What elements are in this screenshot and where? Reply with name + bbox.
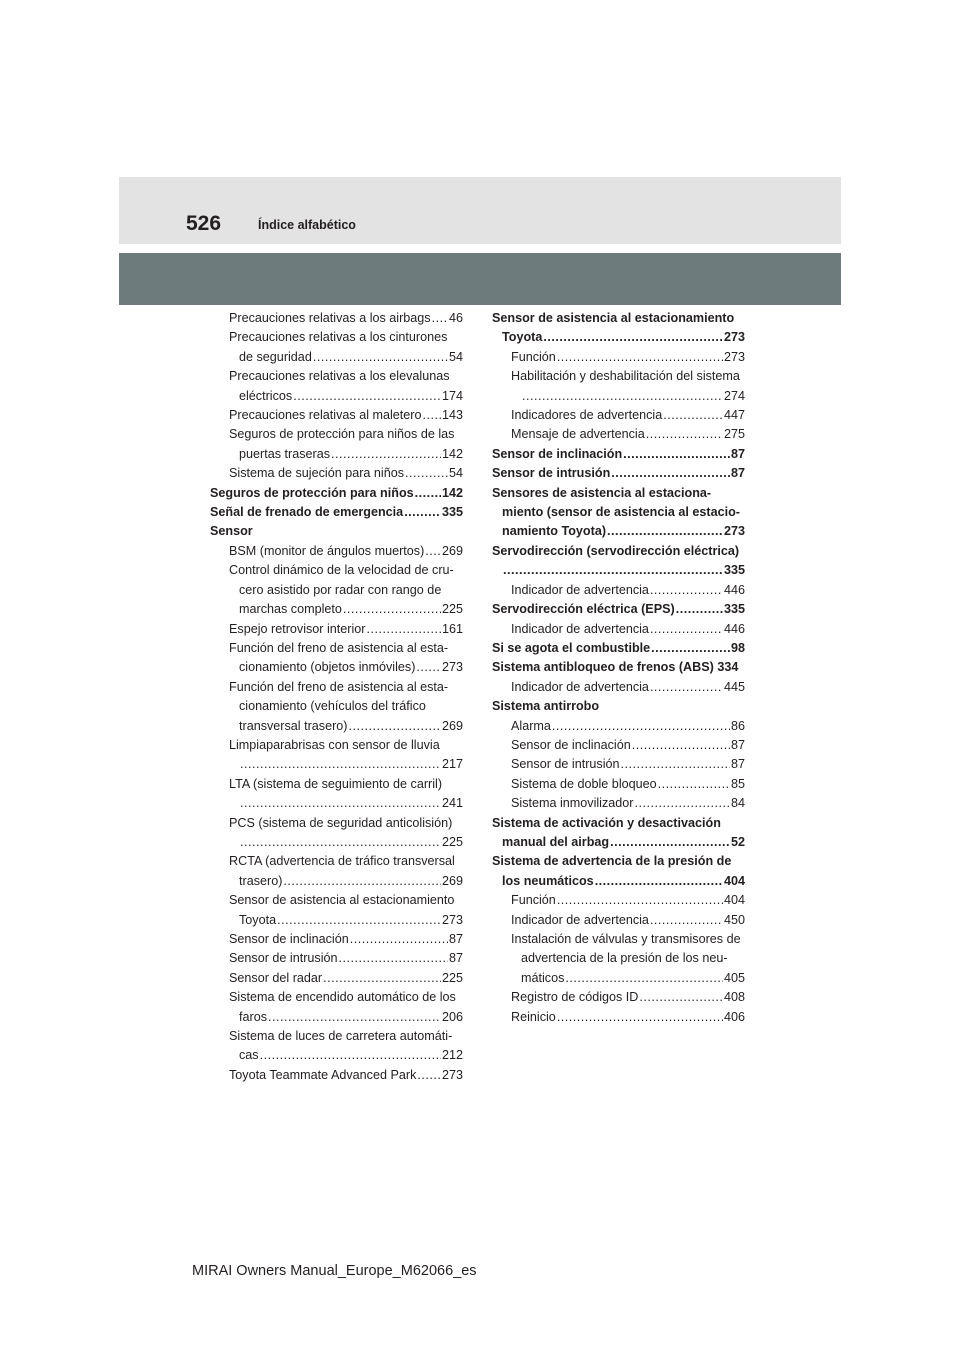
entry-label: Indicadores de advertencia <box>511 408 663 423</box>
dot-leader <box>632 736 730 755</box>
index-subentry <box>492 911 745 930</box>
entry-label: Sensor de asistencia al estacionamiento <box>229 893 455 908</box>
page-reference: 212 <box>441 1048 463 1063</box>
entry-label: Función <box>511 893 556 908</box>
entry-label: Precauciones relativas a los airbags <box>229 311 431 325</box>
page-reference: 335 <box>723 602 745 617</box>
dot-leader <box>676 600 723 619</box>
index-entry <box>492 600 745 619</box>
index-subentry <box>210 930 463 949</box>
page-reference: 446 <box>723 582 745 597</box>
index-entry <box>492 445 745 464</box>
page-reference: 269 <box>441 718 463 733</box>
entry-label: Toyota <box>502 330 543 345</box>
dot-leader <box>522 387 723 406</box>
page-reference: 217 <box>441 757 463 772</box>
index-subentry <box>210 775 463 814</box>
entry-label: Sistema de encendido automático de los <box>229 990 456 1005</box>
entry-label: Si se agota el combustible <box>492 640 651 655</box>
entry-label: Toyota Teammate Advanced Park <box>229 1067 417 1082</box>
index-subentry <box>492 988 745 1007</box>
index-subentry <box>492 930 745 988</box>
page-reference: 161 <box>441 621 463 636</box>
entry-label: BSM (monitor de ángulos muertos) <box>229 543 425 558</box>
page-reference: 84 <box>730 796 745 811</box>
entry-label: Espejo retrovisor interior <box>229 621 366 636</box>
entry-label: Sensor de asistencia al estacionamiento <box>492 311 735 325</box>
dot-leader <box>415 484 441 503</box>
index-entry <box>210 484 463 503</box>
page-reference: 446 <box>723 621 745 636</box>
dot-leader <box>423 406 441 425</box>
dot-leader <box>366 620 441 639</box>
entry-label: Sensor de inclinación <box>229 932 349 946</box>
index-subentry <box>210 328 463 367</box>
index-entry <box>492 814 745 853</box>
entry-label: los neumáticos <box>502 873 594 888</box>
index-entry <box>492 464 745 483</box>
entry-label: Sistema de sujeción para niños <box>229 466 405 481</box>
index-subentry <box>492 794 745 813</box>
index-entry <box>492 484 745 542</box>
dot-leader <box>650 620 723 639</box>
page-reference: 335 <box>723 563 745 578</box>
index-subentry <box>492 717 745 736</box>
index-subentry <box>210 620 463 639</box>
page-reference: 206 <box>441 1009 463 1024</box>
entry-label: Sensor de intrusión <box>511 757 620 772</box>
page-number: 526 <box>186 212 222 235</box>
entry-label: Sensor de inclinación <box>511 737 631 752</box>
index-subentry <box>210 309 463 328</box>
dot-leader <box>432 309 448 328</box>
index-entry <box>492 658 745 677</box>
page-reference: 225 <box>441 970 463 985</box>
dot-leader <box>565 969 723 988</box>
dot-leader <box>277 911 441 930</box>
index-subentry <box>210 736 463 775</box>
page-reference: 87 <box>448 932 463 946</box>
page-reference: 86 <box>730 718 745 733</box>
page-reference: 273 <box>723 349 745 364</box>
dot-leader <box>416 658 441 677</box>
index-column-left <box>210 309 463 1085</box>
page-reference: 87 <box>730 446 745 461</box>
entry-label: Sistema de doble bloqueo <box>511 776 657 791</box>
dot-leader <box>552 717 730 736</box>
index-subentry <box>492 891 745 910</box>
dot-leader <box>425 542 441 561</box>
entry-label: miento (sensor de asistencia al estacio- <box>502 505 740 520</box>
dot-leader <box>417 1066 441 1085</box>
entry-label: eléctricos <box>239 388 293 403</box>
entry-label: cionamiento (vehículos del tráfico <box>239 699 426 714</box>
page-reference: 445 <box>723 679 745 694</box>
page-reference: 46 <box>448 311 463 325</box>
entry-label: manual del airbag <box>502 834 610 849</box>
entry-label: Toyota <box>239 912 277 927</box>
dot-leader <box>339 949 448 968</box>
index-subentry <box>210 988 463 1027</box>
entry-label: Sensor del radar <box>229 970 323 985</box>
index-subentry <box>210 425 463 464</box>
section-title: Índice alfabético <box>258 218 356 232</box>
entry-label: cionamiento (objetos inmóviles) <box>239 660 416 675</box>
entry-label: PCS (sistema de seguridad anticolisión) <box>229 815 453 830</box>
page-reference: 142 <box>441 446 463 461</box>
index-subentry <box>492 775 745 794</box>
entry-label: Precauciones relativas al maletero <box>229 408 422 423</box>
index-entry <box>210 503 463 522</box>
index-entry <box>492 852 745 891</box>
page-reference: 225 <box>441 834 463 849</box>
entry-label: Servodirección eléctrica (EPS) <box>492 602 675 617</box>
entry-label: Sistema de luces de carretera automáti- <box>229 1029 453 1044</box>
page-reference: 450 <box>723 912 745 927</box>
index-column-right <box>492 309 745 1027</box>
dot-leader <box>293 387 441 406</box>
dot-leader <box>646 425 723 444</box>
dot-leader <box>343 600 441 619</box>
page-reference: 404 <box>723 893 745 908</box>
dot-leader <box>650 581 723 600</box>
dot-leader <box>240 755 441 774</box>
page-reference: 142 <box>441 485 463 500</box>
index-subentry <box>210 1027 463 1066</box>
page-reference: 405 <box>723 970 745 985</box>
dot-leader <box>240 794 441 813</box>
entry-label: Indicador de advertencia <box>511 912 649 927</box>
entry-label: puertas traseras <box>239 446 330 461</box>
dot-leader <box>623 445 730 464</box>
page-reference: 273 <box>441 912 463 927</box>
index-subentry <box>210 891 463 930</box>
entry-label: Función del freno de asistencia al esta- <box>229 640 449 655</box>
index-subentry <box>492 736 745 755</box>
index-subentry <box>210 542 463 561</box>
entry-label: Sistema inmovilizador <box>511 796 634 811</box>
index-subentry <box>492 367 745 406</box>
page-reference: 273 <box>723 330 745 345</box>
dot-leader <box>650 911 723 930</box>
index-entry <box>492 542 745 581</box>
entry-label: Alarma <box>511 718 551 733</box>
entry-label: máticos <box>521 970 565 985</box>
page-reference: 98 <box>730 640 745 655</box>
index-entry <box>492 697 745 716</box>
index-subentry <box>492 581 745 600</box>
title-bar <box>119 253 841 305</box>
entry-label: Precauciones relativas a los elevalunas <box>229 369 450 384</box>
index-subentry <box>492 425 745 444</box>
entry-label: Sistema antibloqueo de frenos (ABS) 334 <box>492 660 739 675</box>
index-subentry <box>492 620 745 639</box>
entry-label: LTA (sistema de seguimiento de carril) <box>229 776 443 791</box>
page-reference: 273 <box>723 524 745 539</box>
dot-leader <box>503 561 723 580</box>
entry-label: cas <box>239 1048 259 1063</box>
page-reference: 52 <box>730 834 745 849</box>
dot-leader <box>650 678 723 697</box>
entry-label: Precauciones relativas a los cinturones <box>229 330 448 345</box>
page-reference: 87 <box>448 951 463 966</box>
dot-leader <box>651 639 730 658</box>
dot-leader <box>595 872 723 891</box>
entry-label: Habilitación y deshabilitación del sistema <box>511 369 740 384</box>
dot-leader <box>404 503 441 522</box>
entry-label: transversal trasero) <box>239 718 348 733</box>
entry-label: Indicador de advertencia <box>511 679 649 694</box>
dot-leader <box>350 930 448 949</box>
index-subentry <box>492 678 745 697</box>
index-subentry <box>210 814 463 853</box>
page-reference: 54 <box>448 349 463 364</box>
index-subentry <box>492 1008 745 1027</box>
page-reference: 447 <box>723 408 745 423</box>
entry-label: advertencia de la presión de los neu- <box>521 951 728 966</box>
entry-label: Reinicio <box>511 1009 556 1024</box>
entry-label: Sensor de inclinación <box>492 446 623 461</box>
dot-leader <box>331 445 441 464</box>
dot-leader <box>639 988 723 1007</box>
dot-leader <box>240 833 441 852</box>
page-reference: 87 <box>730 757 745 772</box>
index-entry <box>492 639 745 658</box>
dot-leader <box>634 794 730 813</box>
index-entry <box>492 309 745 348</box>
index-subentry <box>210 464 463 483</box>
entry-label: de seguridad <box>239 349 312 364</box>
page-reference: 335 <box>441 505 463 520</box>
page-reference: 274 <box>723 388 745 403</box>
dot-leader <box>658 775 730 794</box>
entry-label: Sistema de advertencia de la presión de <box>492 854 732 869</box>
entry-label: Señal de frenado de emergencia <box>210 505 404 520</box>
index-subentry <box>492 406 745 425</box>
entry-label: Función <box>511 349 556 364</box>
header-band <box>119 177 841 244</box>
entry-label: Indicador de advertencia <box>511 621 649 636</box>
index-subentry <box>210 561 463 619</box>
page-reference: 269 <box>441 543 463 558</box>
page-reference: 225 <box>441 602 463 617</box>
index-subentry <box>210 1066 463 1085</box>
index-subentry <box>492 755 745 774</box>
page-reference: 275 <box>723 427 745 442</box>
entry-label: Seguros de protección para niños <box>210 485 414 500</box>
index-subentry <box>210 678 463 736</box>
page-reference: 54 <box>448 466 463 481</box>
dot-leader <box>260 1046 441 1065</box>
dot-leader <box>283 872 441 891</box>
index-subentry <box>210 969 463 988</box>
entry-label: trasero) <box>239 873 283 888</box>
page-reference: 87 <box>730 737 745 752</box>
entry-label: Seguros de protección para niños de las <box>229 427 455 442</box>
entry-label: Control dinámico de la velocidad de cru- <box>229 563 454 578</box>
dot-leader <box>610 833 730 852</box>
page-reference: 273 <box>441 1067 463 1082</box>
entry-label: Sensor de intrusión <box>229 951 338 966</box>
dot-leader <box>663 406 723 425</box>
dot-leader <box>543 328 723 347</box>
dot-leader <box>557 348 723 367</box>
page-reference: 406 <box>723 1009 745 1024</box>
index-subentry <box>210 367 463 406</box>
page-reference: 85 <box>730 776 745 791</box>
dot-leader <box>607 522 723 541</box>
dot-leader <box>323 969 441 988</box>
index-subentry <box>210 639 463 678</box>
entry-label: faros <box>239 1009 267 1024</box>
entry-label: Registro de códigos ID <box>511 990 639 1005</box>
entry-label: Sensor de intrusión <box>492 466 611 481</box>
index-subentry <box>210 852 463 891</box>
page-reference: 269 <box>441 873 463 888</box>
entry-label: Sistema antirrobo <box>492 699 600 714</box>
dot-leader <box>621 755 730 774</box>
page-reference: 143 <box>441 408 463 423</box>
entry-label: Indicador de advertencia <box>511 582 649 597</box>
page-reference: 273 <box>441 660 463 675</box>
entry-label: Sistema de activación y desactivación <box>492 815 721 830</box>
entry-label: Función del freno de asistencia al esta- <box>229 679 449 694</box>
entry-label: Sensores de asistencia al estaciona- <box>492 485 712 500</box>
dot-leader <box>268 1008 441 1027</box>
entry-label: Instalación de válvulas y transmisores de <box>511 932 741 946</box>
index-subentry <box>210 406 463 425</box>
entry-label: Servodirección (servodirección eléctrica) <box>492 543 740 558</box>
dot-leader <box>557 1008 723 1027</box>
page-reference: 408 <box>723 990 745 1005</box>
footer-document-id: MIRAI Owners Manual_Europe_M62066_es <box>192 1263 477 1279</box>
entry-label: cero asistido por radar con rango de <box>239 582 442 597</box>
dot-leader <box>348 717 441 736</box>
entry-label: Limpiaparabrisas con sensor de lluvia <box>229 737 440 752</box>
dot-leader <box>405 464 448 483</box>
page-reference: 87 <box>730 466 745 481</box>
dot-leader <box>611 464 730 483</box>
page-reference: 241 <box>441 796 463 811</box>
entry-label: Mensaje de advertencia <box>511 427 645 442</box>
page-reference: 174 <box>441 388 463 403</box>
index-subentry <box>492 348 745 367</box>
page-reference: 404 <box>723 873 745 888</box>
index-entry <box>210 522 463 541</box>
dot-leader <box>557 891 723 910</box>
entry-label: RCTA (advertencia de tráfico transversal <box>229 854 455 869</box>
dot-leader <box>313 348 448 367</box>
entry-label: namiento Toyota) <box>502 524 607 539</box>
entry-label: marchas completo <box>239 602 342 617</box>
index-subentry <box>210 949 463 968</box>
entry-label: Sensor <box>210 524 253 539</box>
